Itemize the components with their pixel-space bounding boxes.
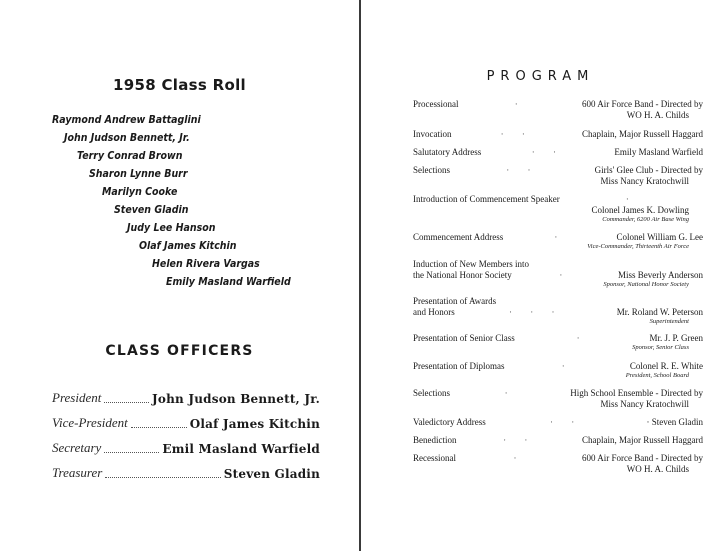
roll-name: Steven Gladin xyxy=(114,204,189,216)
signature-line xyxy=(105,477,220,478)
leader-dots: · xyxy=(576,333,588,343)
program-label: Introduction of Commencement Speaker xyxy=(413,194,560,204)
roll-name: Judy Lee Hanson xyxy=(127,222,216,234)
program-value: Chaplain, Major Russell Haggard xyxy=(582,435,703,445)
program-label: Salutatory Address xyxy=(413,147,482,157)
program-value: 600 Air Force Band - Directed by xyxy=(582,99,703,109)
class-roll-title: 1958 Class Roll xyxy=(113,76,246,94)
program-item xyxy=(413,453,703,475)
roll-name: Sharon Lynne Burr xyxy=(89,168,188,180)
program-continuation: Miss Nancy Kratochwill xyxy=(600,399,689,409)
program-continuation: Miss Nancy Kratochwill xyxy=(600,176,689,186)
leader-dots: · xyxy=(513,453,525,463)
officer-name: Olaf James Kitchin xyxy=(189,417,320,431)
program-continuation: WO H. A. Childs xyxy=(626,110,689,120)
signature-line xyxy=(131,427,187,428)
signature-line xyxy=(104,402,149,403)
roll-name: Helen Rivera Vargas xyxy=(152,258,260,270)
program-item xyxy=(413,361,703,380)
program-value: Chaplain, Major Russell Haggard xyxy=(582,129,703,139)
program-value: · Steven Gladin xyxy=(646,417,703,427)
program-item xyxy=(413,129,703,140)
program-item xyxy=(413,194,703,224)
officer-title: Treasurer xyxy=(52,465,103,480)
program-label: Selections xyxy=(413,388,450,398)
leader-dots: · xyxy=(554,232,566,242)
leader-dots: · · xyxy=(506,165,539,175)
program-item xyxy=(413,147,703,158)
leader-dots: · xyxy=(504,388,516,398)
officer-row xyxy=(52,411,320,431)
program-label: Processional xyxy=(413,99,459,109)
roll-name: Terry Conrad Brown xyxy=(77,150,183,162)
roll-name: Olaf James Kitchin xyxy=(139,240,237,252)
program-label: Commencement Address xyxy=(413,232,504,242)
program-subtitle: Commander, 6200 Air Base Wing xyxy=(602,216,689,223)
leader-dots: · xyxy=(514,99,526,109)
program-item xyxy=(413,296,703,326)
program-continuation: WO H. A. Childs xyxy=(626,464,689,474)
program-label: Invocation xyxy=(413,129,452,139)
leader-dots: · · xyxy=(531,147,564,157)
program-label: Induction of New Members into xyxy=(413,259,529,269)
program-label: Presentation of Awards xyxy=(413,296,497,306)
program-label: Valedictory Address xyxy=(413,417,486,427)
program-subtitle: President, School Board xyxy=(625,372,689,379)
program-item xyxy=(413,259,703,289)
program-label: and Honors xyxy=(413,307,455,317)
program-item xyxy=(413,388,703,410)
program-subtitle: Vice-Commander, Thirteenth Air Force xyxy=(587,243,689,250)
leader-dots: · · · xyxy=(508,307,563,317)
leader-dots: · · xyxy=(549,417,583,427)
program-subtitle: Superintendent xyxy=(649,318,689,325)
officer-row xyxy=(52,436,320,456)
roll-name: Emily Masland Warfield xyxy=(166,276,291,288)
program-label: Recessional xyxy=(413,453,456,463)
officer-row xyxy=(52,461,320,481)
program-item xyxy=(413,232,703,251)
program-value: 600 Air Force Band - Directed by xyxy=(582,453,703,463)
program-item xyxy=(413,99,703,121)
program-label: the National Honor Society xyxy=(413,270,512,280)
officer-title: Secretary xyxy=(52,440,102,455)
program-value: Mr. Roland W. Peterson xyxy=(616,307,703,317)
left-page xyxy=(0,0,359,551)
program-continuation: Colonel James K. Dowling xyxy=(591,205,689,215)
program-value: High School Ensemble - Directed by xyxy=(570,388,703,398)
program-title: PROGRAM xyxy=(486,69,595,84)
program-value: Emily Masland Warfield xyxy=(614,147,703,157)
program-subtitle: Sponsor, Senior Class xyxy=(632,344,689,351)
program-item xyxy=(413,417,703,428)
program-label: Presentation of Diplomas xyxy=(413,361,505,371)
program-value: Colonel R. E. White xyxy=(629,361,703,371)
program-item xyxy=(413,435,703,446)
program-label: Presentation of Senior Class xyxy=(413,333,515,343)
leader-dots: · xyxy=(561,361,573,371)
leader-dots: · xyxy=(625,194,637,204)
program-value: Miss Beverly Anderson xyxy=(618,270,703,280)
signature-line xyxy=(104,452,159,453)
officer-name: John Judson Bennett, Jr. xyxy=(152,392,320,406)
leader-dots: · · xyxy=(503,435,536,445)
program-subtitle: Sponsor, National Honor Society xyxy=(603,281,689,288)
officer-name: Emil Masland Warfield xyxy=(162,442,320,456)
program-item xyxy=(413,333,703,352)
officer-title: President xyxy=(52,390,102,405)
officer-row xyxy=(52,386,320,406)
program-item xyxy=(413,165,703,187)
program-label: Selections xyxy=(413,165,450,175)
leader-dots: · · xyxy=(500,129,533,139)
leader-dots: · xyxy=(559,270,571,280)
program-value: Colonel William G. Lee xyxy=(616,232,703,242)
program-label: Benediction xyxy=(413,435,457,445)
program-value: Mr. J. P. Green xyxy=(649,333,703,343)
right-page xyxy=(361,0,720,551)
roll-name: Marilyn Cooke xyxy=(102,186,178,198)
officer-title: Vice-President xyxy=(52,415,128,430)
class-officers-title: CLASS OFFICERS xyxy=(105,343,254,359)
roll-name: John Judson Bennett, Jr. xyxy=(64,132,190,144)
roll-name: Raymond Andrew Battaglini xyxy=(52,114,201,126)
officer-name: Steven Gladin xyxy=(223,467,320,481)
program-value: Girls' Glee Club - Directed by xyxy=(594,165,703,175)
